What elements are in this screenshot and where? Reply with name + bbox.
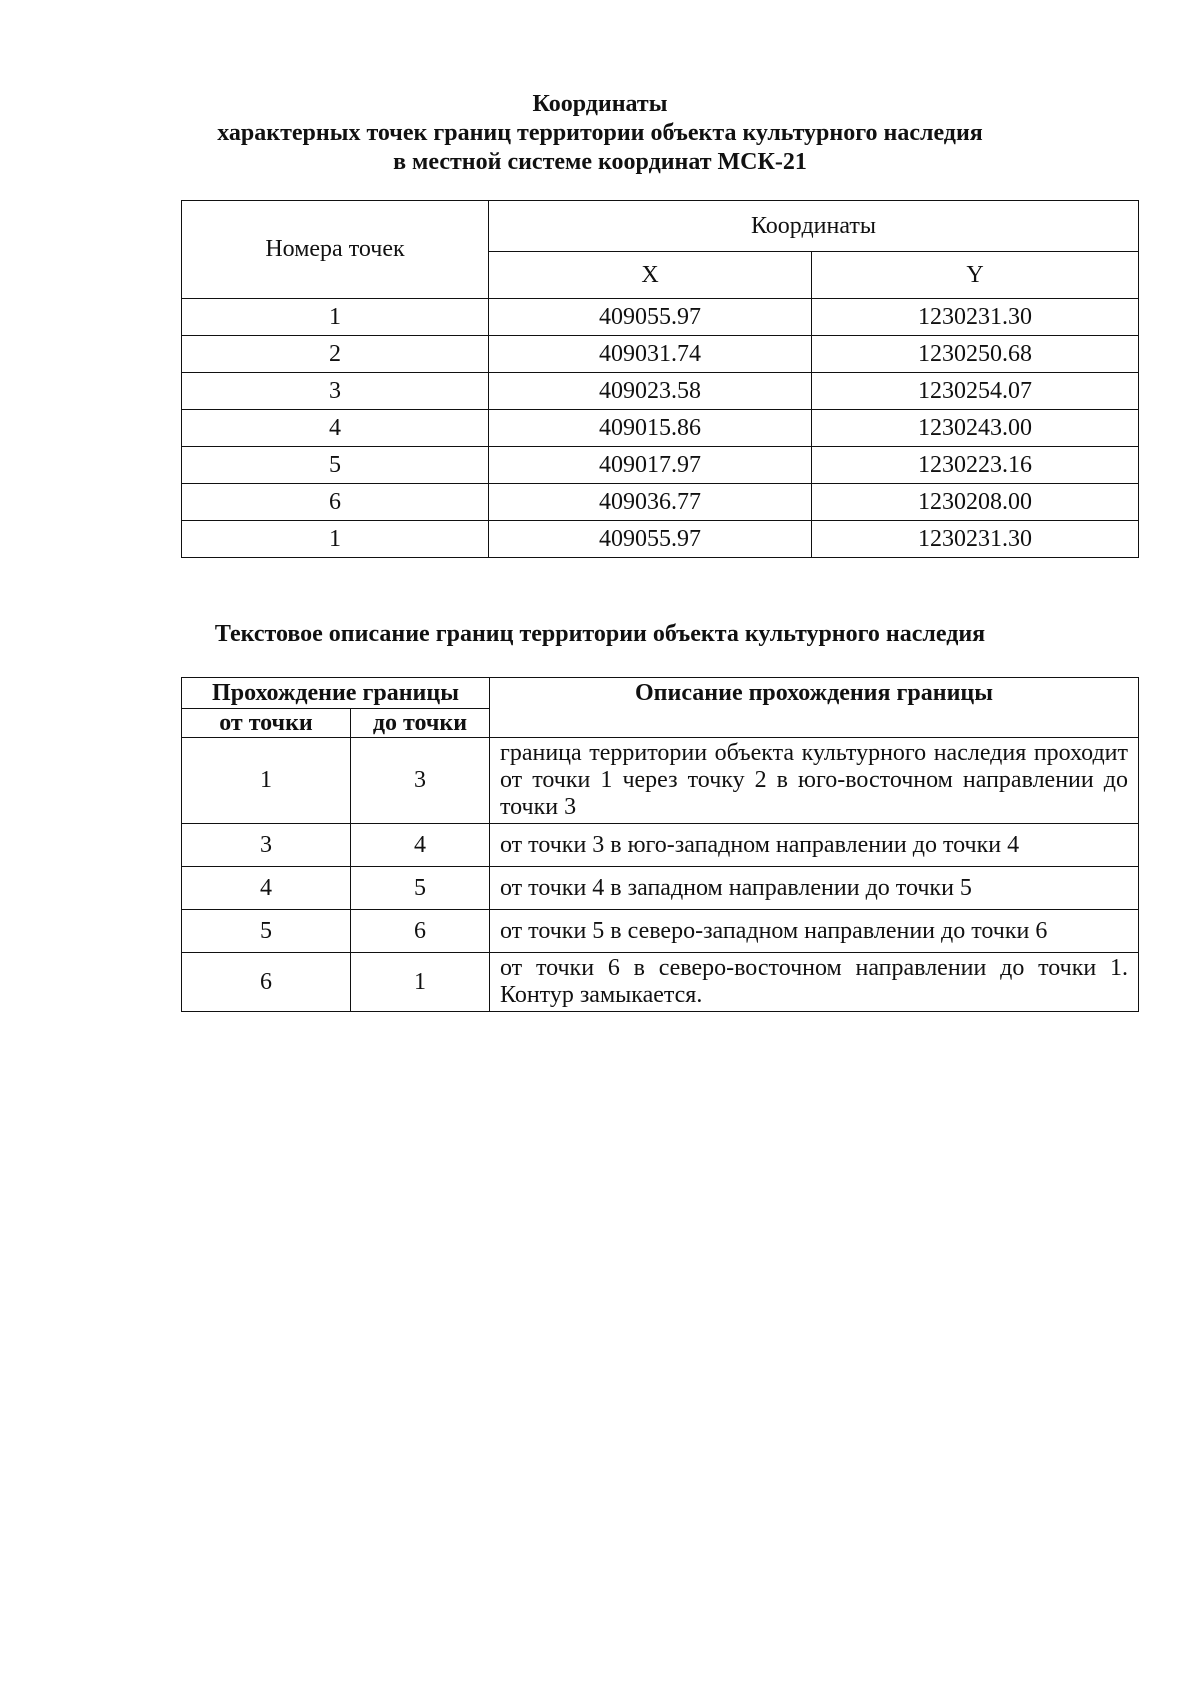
boundary-description: от точки 6 в северо-восточном направлении до точки 1. Контур замыкается. (490, 953, 1139, 1012)
header-points: Номера точек (182, 201, 489, 299)
coordinates-table (181, 200, 1139, 558)
to-point: 1 (351, 953, 490, 1012)
title-line-2: характерных точек границ территории объекта культурного наследия (217, 120, 983, 146)
to-point: 4 (351, 824, 490, 867)
coord-x: 409031.74 (489, 336, 812, 373)
description-title: Текстовое описание границ территории объекта культурного наследия (214, 621, 986, 647)
from-point: 4 (182, 867, 351, 910)
coord-y: 1230208.00 (812, 484, 1139, 521)
table-row (182, 373, 1139, 410)
coord-y: 1230250.68 (812, 336, 1139, 373)
table-row (182, 824, 1139, 867)
coord-y: 1230223.16 (812, 447, 1139, 484)
from-point: 1 (182, 738, 351, 824)
coord-x: 409015.86 (489, 410, 812, 447)
header-description: Описание прохождения границы (490, 678, 1139, 738)
table-row (182, 953, 1139, 1012)
table-row (182, 336, 1139, 373)
coord-x: 409055.97 (489, 299, 812, 336)
boundary-description: граница территории объекта культурного наследия проходит от точки 1 через точку 2 в юго-восточном направлении до точки 3 (490, 738, 1139, 824)
point-number: 6 (182, 484, 489, 521)
header-coordinates: Координаты (489, 201, 1139, 252)
boundary-description: от точки 4 в западном направлении до точки 5 (490, 867, 1139, 910)
point-number: 4 (182, 410, 489, 447)
coord-y: 1230231.30 (812, 521, 1139, 558)
table-row (182, 447, 1139, 484)
table-row (182, 484, 1139, 521)
coord-y: 1230231.30 (812, 299, 1139, 336)
coord-y: 1230243.00 (812, 410, 1139, 447)
table-row (182, 299, 1139, 336)
point-number: 2 (182, 336, 489, 373)
coord-x: 409036.77 (489, 484, 812, 521)
to-point: 6 (351, 910, 490, 953)
point-number: 1 (182, 299, 489, 336)
from-point: 6 (182, 953, 351, 1012)
table-row (182, 738, 1139, 824)
point-number: 3 (182, 373, 489, 410)
point-number: 1 (182, 521, 489, 558)
table-row (182, 867, 1139, 910)
title-line-1: Координаты (532, 91, 668, 117)
to-point: 5 (351, 867, 490, 910)
to-point: 3 (351, 738, 490, 824)
header-from: от точки (182, 709, 351, 738)
coord-x: 409055.97 (489, 521, 812, 558)
coord-x: 409017.97 (489, 447, 812, 484)
table-row (182, 910, 1139, 953)
from-point: 3 (182, 824, 351, 867)
table-row (182, 410, 1139, 447)
table-row (182, 521, 1139, 558)
boundary-description: от точки 3 в юго-западном направлении до точки 4 (490, 824, 1139, 867)
header-to: до точки (351, 709, 490, 738)
header-y: Y (812, 252, 1139, 299)
boundary-description: от точки 5 в северо-западном направлении до точки 6 (490, 910, 1139, 953)
coord-x: 409023.58 (489, 373, 812, 410)
document-title (0, 90, 1200, 177)
header-passage: Прохождение границы (182, 678, 490, 709)
from-point: 5 (182, 910, 351, 953)
header-x: X (489, 252, 812, 299)
description-table (181, 677, 1139, 1012)
point-number: 5 (182, 447, 489, 484)
title-line-3: в местной системе координат МСК-21 (393, 149, 807, 175)
coord-y: 1230254.07 (812, 373, 1139, 410)
